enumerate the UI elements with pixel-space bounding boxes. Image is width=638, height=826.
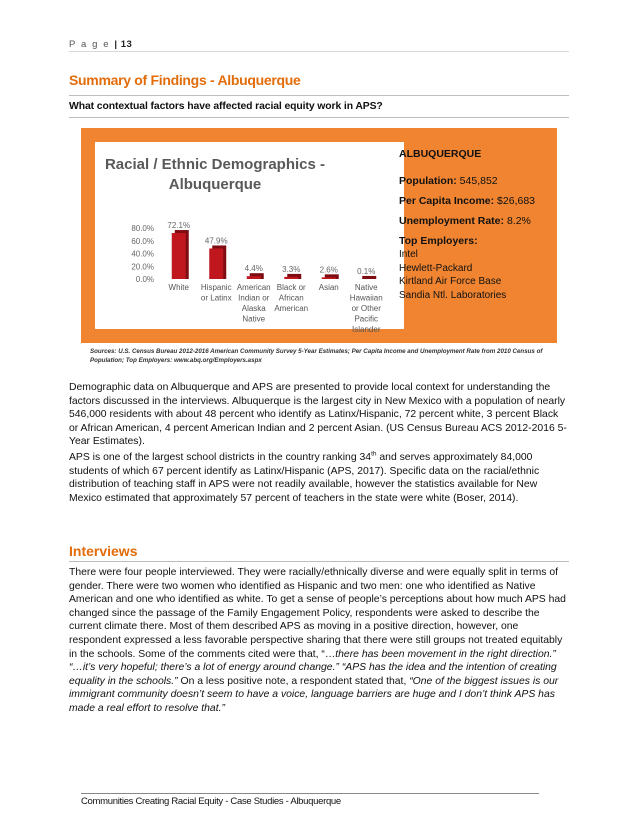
- bar: [172, 233, 186, 279]
- y-tick-label: 20.0%: [131, 262, 154, 272]
- data-label: 0.1%: [357, 266, 376, 276]
- y-tick-label: 60.0%: [131, 236, 154, 246]
- footer-rule: [81, 793, 539, 794]
- data-label: 72.1%: [167, 221, 191, 231]
- y-tick-label: 80.0%: [131, 224, 154, 233]
- interviews-rule: [69, 561, 569, 562]
- demographics-figure: [81, 128, 557, 343]
- employers-label: Top Employers:: [399, 235, 478, 247]
- data-label: 2.6%: [319, 265, 338, 275]
- bar: [209, 248, 223, 279]
- category-label-line: or Latinx: [200, 293, 232, 303]
- bar: [322, 277, 336, 279]
- y-tick-label: 0.0%: [135, 275, 154, 284]
- category-label-line: Pacific: [354, 314, 379, 324]
- section-title: Summary of Findings - Albuquerque: [69, 72, 301, 88]
- employer-item: Hewlett-Packard: [399, 262, 473, 274]
- category-label-line: American: [236, 283, 271, 292]
- page-number: | 13: [114, 39, 133, 50]
- guiding-question: What contextual factors have affected racial equity work in APS?: [69, 101, 383, 112]
- title-rule: [69, 95, 569, 96]
- category-label-line: White: [168, 283, 189, 292]
- y-tick-label: 40.0%: [131, 249, 154, 259]
- category-label-line: or Other: [351, 304, 381, 313]
- quote-positive: there has been movement in the right direction.” “…it’s very hopeful; there’s a lot of energy around change.” “APS has the idea and the intention of creating equality in the schools.”: [69, 648, 557, 687]
- population-value: 545,852: [459, 175, 498, 187]
- category-label: [237, 283, 271, 324]
- category-label: [350, 283, 383, 334]
- paragraph-aps: [69, 451, 569, 505]
- page-header: [69, 39, 132, 50]
- chart-title-line2: Albuquerque: [168, 176, 262, 193]
- figure-sources: Sources: U.S. Census Bureau 2012-2016 American Community Survey 5-Year Estimates; Per Capita Income and Unemployment Rate from 2010 Census of Population; Top Employers: www.abq.org/Employers.aspx: [90, 348, 543, 364]
- data-label: 4.4%: [244, 264, 263, 274]
- employer-item: Sandia Ntl. Laboratories: [399, 289, 507, 301]
- category-label: [274, 283, 308, 313]
- header-rule: [69, 51, 569, 52]
- category-label-line: Alaska: [241, 304, 266, 313]
- bar-shadow: [362, 276, 376, 279]
- bar: [247, 276, 261, 279]
- page-label: P a g e: [69, 39, 111, 50]
- unemployment-label: Unemployment Rate:: [399, 215, 505, 227]
- population-stat: [399, 175, 554, 188]
- employer-item: Intel: [399, 249, 418, 260]
- bar-chart: [95, 142, 404, 334]
- category-label-line: Hispanic: [200, 283, 232, 292]
- population-label: Population:: [399, 175, 457, 187]
- category-label-line: American: [274, 304, 309, 313]
- income-label: Per Capita Income:: [399, 195, 495, 207]
- quote-negative: “One of the biggest issues is our immigrant community doesn’t seem to have a voice, language barriers are huge and I don’t think APS has made a real effort to resolve that.”: [69, 675, 559, 714]
- paragraph-aps-a: APS is one of the largest school districts in the country ranking 34: [69, 452, 372, 463]
- category-label-line: Black or: [276, 283, 306, 292]
- unemployment-value: 8.2%: [506, 215, 531, 227]
- category-label-line: Hawaiian: [349, 293, 383, 303]
- category-label-line: Native: [242, 314, 266, 324]
- category-label: [319, 283, 339, 292]
- chart-title-line1: Racial / Ethnic Demographics -: [104, 156, 326, 173]
- interviews-heading: Interviews: [69, 543, 138, 559]
- category-label-line: Indian or: [238, 293, 270, 303]
- category-label-line: Islander: [352, 325, 381, 334]
- category-label-line: Native: [354, 283, 378, 292]
- paragraph-interviews-b: On a less positive note, a respondent stated that,: [177, 675, 410, 687]
- income-value: $26,683: [497, 195, 536, 207]
- data-label: 47.9%: [204, 236, 228, 246]
- page-footer: Communities Creating Racial Equity - Case Studies - Albuquerque: [81, 796, 341, 807]
- employer-item: Kirtland Air Force Base: [399, 276, 502, 287]
- city-info: [399, 148, 554, 302]
- category-label: [201, 283, 232, 303]
- paragraph-aps-b: and serves approximately 84,000 students of which 67 percent identify as Latinx/Hispanic (APS, 2017). Specific data on the racial/ethnic distribution of teaching staff in APS were not readily available, however the statistics available for New Mexico estimated that approximately 57 percent of teachers in the state were white (Boser, 2014).: [69, 452, 540, 504]
- unemployment-stat: [399, 215, 554, 228]
- category-label-line: Asian: [318, 283, 339, 292]
- bar: [284, 277, 298, 279]
- category-label: [169, 283, 190, 292]
- chart-panel: [95, 142, 404, 334]
- city-name: ALBUQUERQUE: [399, 148, 482, 160]
- data-label: 3.3%: [282, 264, 301, 274]
- paragraph-interviews: [69, 566, 569, 716]
- paragraph-interviews-a: There were four people interviewed. They were racially/ethnically diverse and were equally split in terms of gender. There were two women who identified as Hispanic and two men: one who identified as Native American and one who identified as white. To get a sense of people’s perceptions about how much APS had changed since the passage of the Family Engagement Policy, respondents were asked to describe the current climate there. Most of them described APS as moving in a positive direction, however, one respondent expressed a less favorable perspective sharing that there were still groups not treated equitably in the schools. Some of the comments cited were that, “…: [69, 567, 566, 660]
- paragraph-demographics: Demographic data on Albuquerque and APS are presented to provide local context for understanding the factors discussed in the interviews. Albuquerque is the largest city in New Mexico with a population of nearly 546,000 residents with about 48 percent who identify as Latinx/Hispanic, 72 percent white, 3 percent Black or African American, 4 percent American Indian and 2 percent Asian. (US Census Bureau ACS 2012-2016 5-Year Estimates).: [69, 382, 567, 448]
- income-stat: [399, 195, 554, 208]
- ordinal-suffix: th: [371, 450, 377, 458]
- question-rule: [69, 117, 569, 118]
- category-label-line: African: [278, 293, 304, 303]
